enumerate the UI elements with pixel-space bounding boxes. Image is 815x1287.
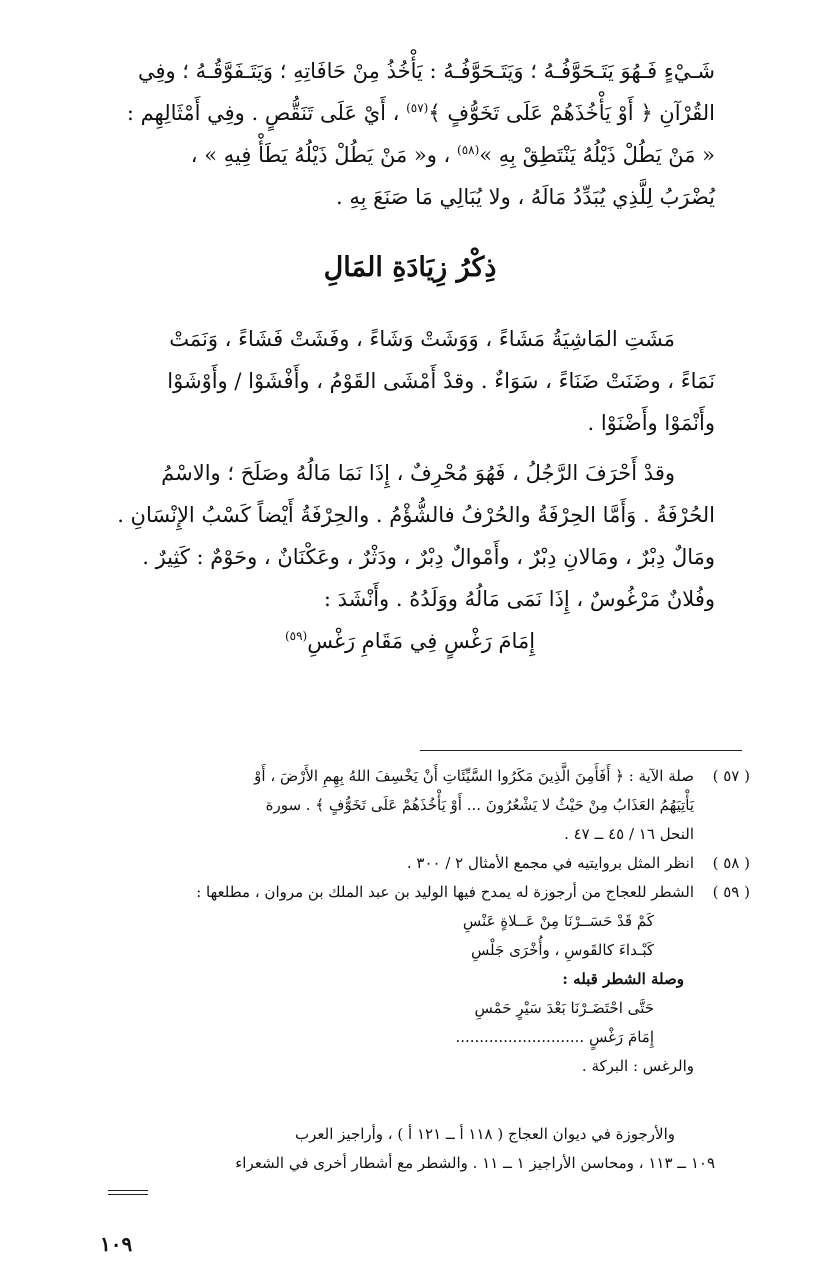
footnote-line: يَأْتِيَهُمُ العَذَابُ مِنْ حَيْثُ لا يَشْعُرُونَ ... أَوْ يَأْخُذَهُمْ عَلَى تَخَوُّفٍ ﴾ . سورة <box>265 796 694 814</box>
poem-line: كَمْ قَدْ حَسَــرْنَا مِنْ عَــلاةٍ عَنْسِ <box>462 912 654 930</box>
footnote-ref-57: (٥٧) <box>406 101 429 115</box>
text-run: ، أَيْ عَلَى تَنَقُّصٍ . وفِي أَمْثَالِهِم : <box>126 101 407 125</box>
footnote-number: ( ٥٨ ) <box>712 854 750 872</box>
footnote-59 <box>105 878 750 1081</box>
text-line: يُضْرَبُ لِلَّذِي يُبَدِّدُ مَالَهُ ، ولا يُبَالِي مَا صَنَعَ بِهِ . <box>336 185 715 209</box>
footnote-line: صلة الآية : ﴿ أَفَأَمِنَ الَّذِينَ مَكَرُوا السَّيِّئَاتِ أَنْ يَخْسِفَ اللهُ بِهِمِ الأَرْضَ ، أَوْ <box>254 767 694 785</box>
footnote-ref-58: (٥٨) <box>457 143 480 157</box>
proverb-quote: « مَنْ يَطُلْ ذَيْلُهُ يَنْتَطِقْ بِهِ » <box>479 143 715 167</box>
footnote-number: ( ٥٧ ) <box>712 767 750 785</box>
footnote-58 <box>105 849 750 878</box>
footnote-ref-59: (٥٩) <box>284 629 308 643</box>
poem-line: كَبْـداءَ كالقَوسِ ، وأُخْرَى جَلْسِ <box>470 941 654 959</box>
text-line <box>105 134 715 176</box>
verse-text: إِمَامَ رَغْسٍ فِي مَقَامِ رَغْسِ <box>307 629 536 653</box>
footnote-line: انظر المثل بروايتيه في مجمع الأمثال ٢ / ٣٠٠ . <box>406 854 694 872</box>
text-line: ومَالٌ دِبْرٌ ، ومَالانِ دِبْرٌ ، وأَمْوالٌ دِبْرٌ ، ودَثْرٌ ، وعَكْنَانٌ ، وحَوْمٌ : كَثِيرٌ . <box>142 545 715 569</box>
text-line: الحُرْفَةُ . وَأَمَّا الحِرْفَةُ والحُرْفُ فالشُّؤْمُ . والحِرْفَةُ أَيْضاً كَسْبُ الإِنْسَانِ . <box>117 503 715 527</box>
section-title: ذِكْرُ زِيَادَةِ المَالِ <box>323 252 497 283</box>
text-line: نَمَاءً ، وضَنَتْ ضَنَاءً ، سَوَاءٌ . وقدْ أَمْشَى القَوْمُ ، وأَفْشَوْا / وأَوْشَوْا <box>167 369 715 393</box>
trailing-note <box>105 1120 715 1178</box>
footnote-continuation-rule <box>108 1190 148 1195</box>
footnote-separator <box>420 750 742 751</box>
paragraph-3 <box>105 452 715 662</box>
footnote-body <box>105 762 694 849</box>
text-line: وفُلانٌ مَرْغُوسٌ ، إِذَا نَمَى مَالُهُ ووَلَدُهُ . وأَنْشَدَ : <box>323 587 715 611</box>
verse-line <box>105 620 715 662</box>
footnote-body <box>105 878 694 1081</box>
poem-line: حَتَّى احْتَضَـرْنَا بَعْدَ سَيْرٍ حَمْسِ <box>474 999 654 1017</box>
text-line: وقدْ أَحْرَفَ الرَّجُلُ ، فَهُوَ مُحْرِفٌ ، إِذَا نَمَا مَالُهُ وصَلَحَ ؛ والاسْمُ <box>161 461 675 485</box>
footnote-gloss: والرغس : البركة . <box>581 1057 694 1075</box>
footnote-line: الشطر للعجاج من أرجوزة له يمدح فيها الوليد بن عبد الملك بن مروان ، مطلعها : <box>196 883 694 901</box>
paragraph-2 <box>105 318 715 444</box>
footnote-body <box>105 849 694 878</box>
footnotes <box>105 762 750 1081</box>
text-line <box>105 92 715 134</box>
poem-line: إِمَامَ رَغْسٍ ........................... <box>455 1028 654 1046</box>
text-line: مَشَتِ المَاشِيَةُ مَشَاءً ، وَوَشَتْ وَشَاءً ، وفَشَتْ فَشَاءً ، وَنَمَتْ <box>169 327 675 351</box>
quran-quote: القُرْآنِ ﴿ أَوْ يَأْخُذَهُمْ عَلَى تَخَوُّفٍ ﴾ <box>428 101 715 125</box>
footnote-57 <box>105 762 750 849</box>
footnote-number: ( ٥٩ ) <box>712 883 750 901</box>
footnote-line: والأرجوزة في ديوان العجاج ( ١١٨ أ ــ ١٢١ أ ) ، وأراجيز العرب <box>295 1125 675 1143</box>
text-line: وأَنْمَوْا وأَضْنَوْا . <box>587 411 715 435</box>
page-number: ١٠٩ <box>100 1232 133 1256</box>
footnote-line: النحل ١٦ / ٤٥ ــ ٤٧ . <box>564 825 694 843</box>
text-run: ، و« مَنْ يَطُلْ ذَيْلُهُ يَطَأْ فِيهِ » ، <box>190 143 457 167</box>
footnote-line: ١٠٩ ــ ١١٣ ، ومحاسن الأراجيز ١ ــ ١١ . والشطر مع أشطار أخرى في الشعراء <box>235 1154 715 1172</box>
footnote-subheading: وصلة الشطر قبله : <box>562 970 684 988</box>
text-line: شَـيْءٍ فَـهُوَ يَتَـحَوَّفُـهُ ؛ وَيَتَـحَوَّفُـهُ : يَأْخُذُ مِنْ حَافَاتِهِ ؛ وَيَتَـفَوَّقُـهُ ؛ وفِي <box>137 59 715 83</box>
top-paragraph <box>105 50 715 218</box>
